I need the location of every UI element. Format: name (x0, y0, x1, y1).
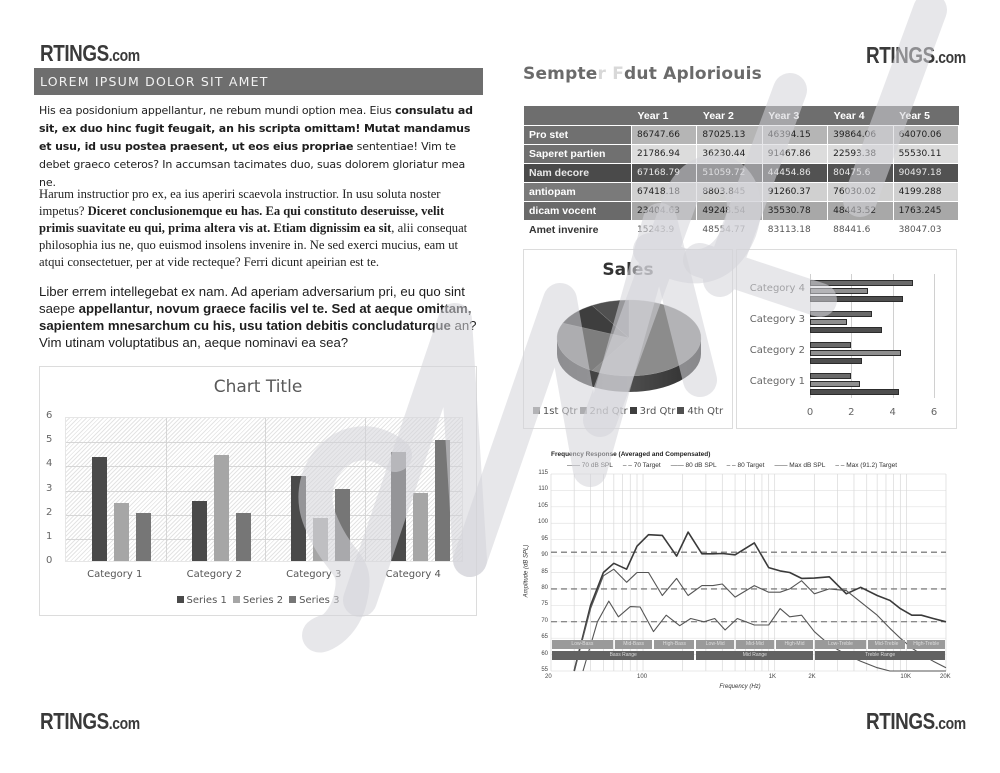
table-cell: 51059.72 (697, 163, 762, 182)
text-run: Harum instructior pro ex, ea ius aperiri scaevola instructior. In usu soluta noster impetus? (39, 187, 441, 218)
bold-run: Diceret conclusionemque eu has. Ea qui constituto deseruisse, velit primis suavitate eu qui, prima altera vis at. Etiam dignissim ea sit (39, 204, 445, 235)
logo-text: RTINGS (866, 708, 935, 734)
table-cell: 67168.79 (632, 163, 697, 182)
legend-item: —— Max dB SPL (774, 462, 826, 469)
bar (810, 327, 882, 333)
band-label: Mid-Treble (868, 640, 906, 649)
band-label: Mid-Mid (736, 640, 774, 649)
table-corner (524, 106, 632, 125)
legend-item: —— 70 dB SPL (567, 462, 613, 469)
chart-title: Frequency Response (Averaged and Compensated) (551, 451, 711, 458)
bar (214, 455, 229, 561)
y-tick-label: Category 1 (749, 375, 805, 387)
x-tick-label: Category 1 (87, 569, 143, 580)
band-label: High-Bass (654, 640, 694, 649)
bar (236, 513, 251, 561)
x-tick-label: 10K (900, 674, 912, 680)
table-cell: 76030.02 (828, 182, 893, 201)
table-row (524, 163, 959, 182)
legend-swatch (677, 407, 684, 414)
y-tick-label: 105 (537, 502, 548, 509)
gridline (265, 418, 266, 561)
text-run: Liber errem intellegebat ex nam. Ad aperiam adversarium pri, eu quo sint saepe (39, 284, 465, 316)
table-row (524, 144, 959, 163)
chart-title: Chart Title (213, 377, 303, 397)
band-label: Mid-Bass (615, 640, 653, 649)
y-tick-label: 70 (541, 617, 548, 624)
legend-item (630, 406, 676, 417)
frequency-response-chart (520, 448, 960, 696)
gridline (365, 418, 366, 561)
bar (136, 513, 151, 561)
text-run: sententiae! Vim te debet graeco ceteros? In accumsan tacimates duo, suas dolorem gloriatur mea ne. (39, 140, 466, 189)
table-cell: 49248.54 (697, 201, 762, 220)
table-cell: 55530.11 (893, 144, 958, 163)
bar (391, 452, 406, 561)
column-header: Year 2 (697, 106, 762, 125)
bar (810, 319, 847, 325)
chart-legend (524, 406, 732, 417)
bold-run: consulatu ad sit, ex duo hinc fugit feugait, an his scripta omittam! Mutat mandamus et usu, id usu postea praesent, ut eos eius propriae (39, 104, 473, 153)
legend-item (177, 595, 227, 606)
gridline (934, 274, 935, 398)
bar (810, 280, 913, 286)
table-row (524, 182, 959, 201)
table-cell: 36230.44 (697, 144, 762, 163)
paragraph-1 (39, 102, 479, 192)
legend-item: – – Max (91.2) Target (835, 462, 898, 469)
legend-label: 3rd Qtr (639, 406, 676, 417)
table-cell: 91260.37 (762, 182, 827, 201)
y-tick-label: 1 (46, 530, 53, 542)
legend-item (580, 406, 628, 417)
gridline (893, 274, 894, 398)
table-cell: 88441.6 (828, 220, 893, 239)
bar (810, 358, 862, 364)
table-cell: 21786.94 (632, 144, 697, 163)
title-part-faded: r F (597, 64, 625, 84)
table-cell: 46394.15 (762, 125, 827, 144)
band-label: Low-Treble (815, 640, 865, 649)
table-cell: 48554.77 (697, 220, 762, 239)
y-tick-label: 4 (46, 458, 53, 470)
x-tick-label: 2 (848, 407, 855, 418)
band-label: Bass Range (552, 651, 694, 660)
logo-bottom-left (40, 708, 140, 735)
legend-item (677, 406, 723, 417)
paragraph-2 (39, 186, 479, 271)
band-label: High-Treble (907, 640, 945, 649)
pie-graphic (524, 278, 734, 418)
row-header: Saperet partien (524, 144, 632, 163)
row-header: Pro stet (524, 125, 632, 144)
section-banner: LOREM IPSUM DOLOR SIT AMET (34, 68, 483, 95)
chart-title: Sales (602, 260, 654, 280)
table-cell: 15243.9 (632, 220, 697, 239)
y-tick-label: 115 (538, 470, 548, 476)
table-cell: 44454.86 (762, 163, 827, 182)
bar (810, 389, 899, 395)
table-cell: 35530.78 (762, 201, 827, 220)
y-tick-label: 3 (46, 482, 53, 494)
table-cell: 91467.86 (762, 144, 827, 163)
table-cell: 8803.845 (697, 182, 762, 201)
section-title (523, 64, 762, 84)
table-row (524, 201, 959, 220)
horizontal-bar-chart (736, 249, 957, 429)
bar (114, 503, 129, 561)
legend-label: 2nd Qtr (589, 406, 628, 417)
logo-suffix: .com (934, 48, 966, 67)
y-tick-label: 55 (541, 667, 548, 673)
bar (92, 457, 107, 561)
legend-item (233, 595, 283, 606)
text-run: an? Vim utinam voluptatibus an, aeque nominavi ea sea? (39, 318, 477, 350)
bar (313, 518, 328, 562)
paragraph-3 (39, 283, 479, 351)
bar (435, 440, 450, 561)
legend-label: 1st Qtr (542, 406, 578, 417)
legend-swatch (533, 407, 540, 414)
band-label: Treble Range (815, 651, 945, 660)
band-label: Low-Mid (696, 640, 734, 649)
logo-bottom-right (866, 708, 966, 735)
legend-swatch (289, 596, 296, 603)
band-label: Low-Bass (552, 640, 613, 649)
legend-label: Series 1 (186, 595, 227, 606)
legend-item: – – 70 Target (622, 462, 661, 469)
column-header: Year 1 (632, 106, 697, 125)
legend-label: Series 2 (242, 595, 284, 606)
table-cell: 1763.245 (893, 201, 958, 220)
bold-run: appellantur, novum graece facilis vel te. Sed at aeque omittam, sapientem mnesarchum cu his, usu tation debitis concludaturque (39, 301, 472, 333)
logo-text: RTINGS (866, 42, 935, 68)
bar (810, 350, 901, 356)
pie-chart (523, 249, 733, 429)
bar (291, 476, 306, 561)
legend-label: Series 3 (299, 595, 340, 606)
logo-text: RTINGS (40, 708, 109, 734)
logo-text: RTINGS (40, 40, 109, 66)
column-header: Year 3 (762, 106, 827, 125)
table-cell: 22593.38 (828, 144, 893, 163)
legend-swatch (177, 596, 184, 603)
column-chart (39, 366, 477, 616)
y-tick-label: Category 3 (749, 313, 805, 325)
table-cell: 64070.06 (893, 125, 958, 144)
bar (810, 373, 851, 379)
table-cell: 48443.52 (828, 201, 893, 220)
x-tick-label: 20K (940, 674, 951, 680)
chart-legend (40, 595, 476, 606)
bar (810, 288, 868, 294)
y-tick-label: Category 4 (749, 282, 805, 294)
band-label: High-Mid (776, 640, 814, 649)
title-part: dut Aploriouis (624, 64, 762, 84)
y-tick-label: 75 (541, 601, 548, 608)
x-tick-label: 1K (768, 674, 777, 680)
y-tick-label: 5 (46, 434, 53, 446)
legend-swatch (580, 407, 587, 414)
bar (810, 311, 872, 317)
logo-suffix: .com (108, 714, 140, 733)
logo-top-left (40, 40, 140, 67)
column-header: Year 4 (828, 106, 893, 125)
x-tick-label: 0 (806, 407, 814, 418)
logo-suffix: .com (934, 714, 966, 733)
x-tick-label: Category 4 (385, 569, 441, 580)
logo-suffix: .com (108, 46, 140, 65)
x-tick-label: 6 (930, 407, 938, 418)
legend-item: – – 80 Target (726, 462, 765, 469)
data-table (523, 106, 959, 240)
table-cell: 38047.03 (893, 220, 958, 239)
row-header: Amet invenire (524, 220, 632, 239)
row-header: Nam decore (524, 163, 632, 182)
bar (335, 489, 350, 562)
table-cell: 39864.06 (828, 125, 893, 144)
y-tick-label: 6 (46, 410, 53, 421)
x-tick-label: 20 (545, 674, 552, 680)
y-tick-label: 80 (541, 584, 548, 591)
table-cell: 23404.63 (632, 201, 697, 220)
table-cell: 86747.66 (632, 125, 697, 144)
text-run: His ea posidonium appellantur, ne rebum mundi option mea. Eius (39, 104, 395, 117)
bar (810, 342, 851, 348)
y-tick-label: Category 2 (749, 344, 805, 356)
y-tick-label: 65 (541, 634, 548, 641)
legend-swatch (630, 407, 637, 414)
table-cell: 67418.18 (632, 182, 697, 201)
text-run: , alii consequat philosophia ius ne, quo euismod insolens invenire in. Ne sed exerci mucius, eam ut atqui consectetuer, per at vide recteque? Ferri dicunt apeirian est te. (39, 221, 468, 269)
legend-item (533, 406, 578, 417)
table-cell: 83113.18 (762, 220, 827, 239)
bar (810, 381, 860, 387)
y-tick-label: 110 (538, 486, 548, 493)
table-header-row (524, 106, 959, 125)
bar (413, 493, 428, 561)
y-tick-label: 95 (541, 535, 548, 542)
y-tick-label: 100 (537, 519, 548, 526)
table-row (524, 125, 959, 144)
table-row (524, 220, 959, 239)
y-tick-label: 90 (541, 552, 548, 559)
y-tick-label: 2 (46, 506, 53, 518)
x-tick-label: Category 2 (186, 569, 242, 580)
plot-area (65, 417, 463, 562)
y-tick-label: 60 (541, 650, 548, 657)
gridline (166, 418, 167, 561)
row-header: dicam vocent (524, 201, 632, 220)
table-cell: 87025.13 (697, 125, 762, 144)
x-tick-label: Category 3 (286, 569, 342, 580)
table-cell: 80475.6 (828, 163, 893, 182)
legend-item: —— 80 dB SPL (670, 462, 717, 469)
title-part: Sempte (523, 64, 598, 84)
table-cell: 90497.18 (893, 163, 958, 182)
bar (192, 501, 207, 561)
table-cell: 4199.288 (893, 182, 958, 201)
row-header: antiopam (524, 182, 632, 201)
column-header: Year 5 (893, 106, 958, 125)
x-axis-label: Frequency (Hz) (719, 684, 761, 690)
y-tick-label: 85 (541, 568, 548, 575)
y-tick-label: 0 (46, 555, 53, 566)
bar (810, 296, 903, 302)
x-tick-label: 100 (637, 674, 648, 680)
legend-swatch (233, 596, 240, 603)
band-label: Mid Range (696, 651, 813, 660)
gridline (66, 442, 462, 443)
legend-label: 4th Qtr (687, 406, 724, 417)
x-tick-label: 4 (889, 407, 896, 418)
y-axis-label: Amplitude (dB SPL) (523, 544, 530, 598)
logo-top-right (866, 42, 966, 69)
legend-item (289, 595, 339, 606)
x-tick-label: 2K (808, 674, 816, 680)
